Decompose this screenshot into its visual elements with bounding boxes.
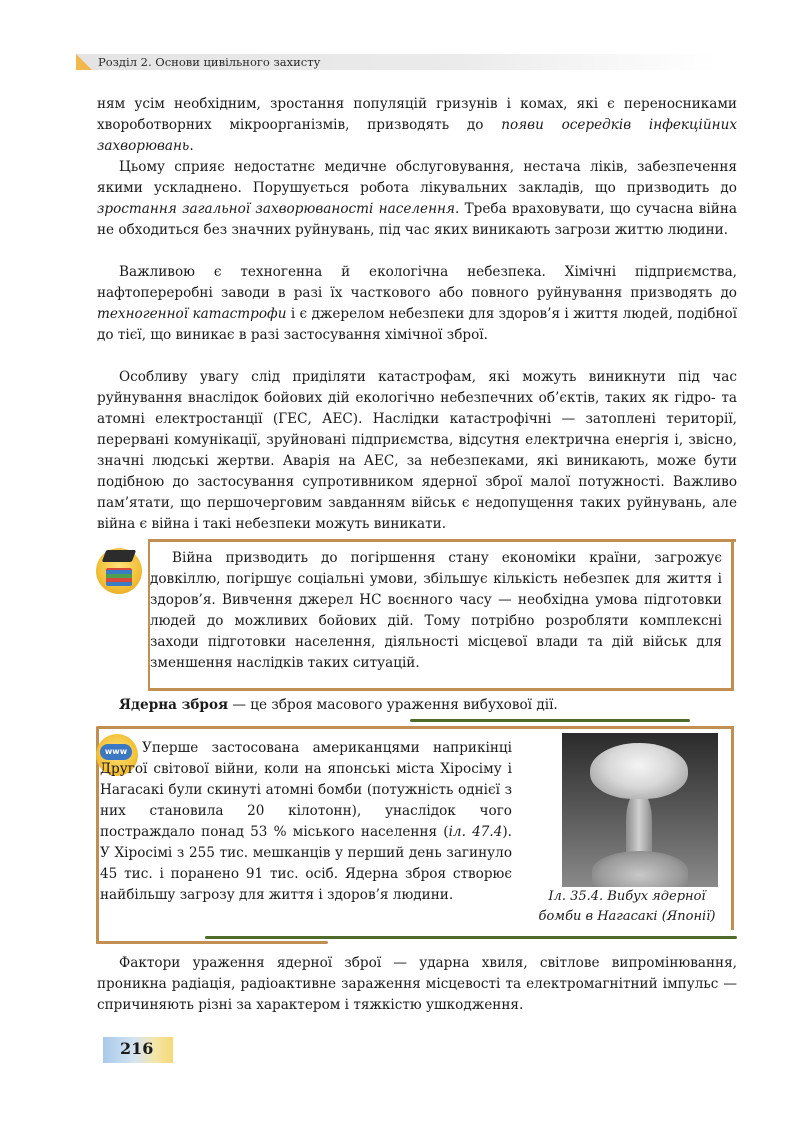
- paragraph-3-emphasis: техногенної катастрофи: [97, 306, 287, 322]
- www-box-bottom-tan-line: [96, 941, 328, 944]
- books-icon: [106, 568, 132, 586]
- paragraph-4: Особливу увагу слід приділяти катастрофам, які можуть виникнути під час руйнування внаслідок бойових дій екологічно небезпечних об’єктів, таких як гідро- та атомні електростанції (ГЕС, АЕС). Наслідки катастрофічні — затоплені території, перервані комунікації, зруйновані підприємства, відсутня електрична енергія і, звісно, значні людські жертви. Аварія на АЕС, за небезпеками, які виникають, може бути подібною до застосування супротивником ядерної зброї малої потужності. Важливо пам’ятати, що першочерговим завданням військ є недопущення таких руйнувань, але війна є війна і такі небезпеки можуть виникати.: [97, 369, 737, 532]
- note-box-text: Війна призводить до погіршення стану економіки країни, загрожує довкіллю, погіршує соціальні умови, збільшує кількість небезпек для життя і здоров’я. Вивчення джерел НС воєнного часу — необхідна умова підготовки людей до можливих бойових дій. Тому потрібно розробляти комплексні заходи підготовки населення, діяльності місцевої влади та дій військ для зменшення наслідків таких ситуацій.: [150, 550, 722, 671]
- nagasaki-explosion-photo: [562, 733, 718, 887]
- page-number: 216: [120, 1039, 154, 1058]
- caption-line-1: Іл. 35.4. Вибух ядерної: [548, 889, 706, 904]
- paragraph-1-text: ням усім необхідним, зростання популяцій гризунів і комах, які є переносниками хвороботворних мікроорганізмів, призводять до: [97, 96, 737, 133]
- www-text-reference: іл. 47.4: [448, 824, 503, 840]
- paragraph-3-text: Важливою є техногенна й екологічна небезпека. Хімічні підприємства, нафтопереробні заводи в разі їх часткового або повного руйнування призводять до: [97, 264, 737, 301]
- paragraph-2-emphasis: зростання загальної захворюваності населення: [97, 201, 455, 217]
- chapter-title: Розділ 2. Основи цивільного захисту: [98, 55, 321, 69]
- www-text-part-1: Уперше застосована американцями наприкінці Другої світової війни, коли на японські міста Хіросіму і Нагасакі були скинуті атомні бомби (потужність однієї з них становила 20 кілотонн), унаслідок чого постраждало понад 53 % міського населення (: [100, 740, 512, 840]
- paragraph-2-text: Цьому сприяє недостатнє медичне обслуговування, нестача ліків, забезпечення якими ускладнено. Порушується робота лікувальних закладів, що призводить до: [97, 159, 737, 196]
- paragraph-5: Фактори ураження ядерної зброї — ударна хвиля, світлове випромінювання, проникна радіація, радіоактивне зараження місцевості та електромагнітний імпульс — спричиняють різні за характером і тяжкістю ушкодження.: [97, 955, 737, 1013]
- paragraph-3-end: і є джерелом небезпеки для здоров’я і життя людей, подібної до тієї, що виникає в разі застосування хімічної зброї.: [97, 306, 737, 343]
- photo-caption: [520, 887, 734, 927]
- mushroom-cloud-base: [592, 851, 688, 887]
- paragraph-1: [97, 94, 737, 157]
- running-header: [76, 54, 716, 70]
- caption-line-2: бомби в Нагасакі (Японії): [538, 909, 716, 924]
- graduation-books-icon: [96, 548, 142, 594]
- www-text-part-2: ). У Хіросімі з 255 тис. мешканців у перший день загинуло 45 тис. і поранено 91 тис. осіб. Ядерна зброя створює найбільшу загрозу для життя і здоров’я людини.: [100, 824, 512, 903]
- mushroom-cloud-cap: [590, 743, 688, 799]
- paragraph-1-end: .: [189, 138, 194, 154]
- paragraph-2: [97, 157, 737, 241]
- definition-text: — це зброя масового ураження вибухової дії.: [228, 697, 558, 713]
- graduation-cap-icon: [102, 550, 136, 562]
- www-box-bottom-green-line: [205, 936, 737, 939]
- definition: [97, 695, 737, 716]
- note-box-top-line: [148, 539, 736, 542]
- www-box-text: [100, 738, 512, 906]
- divider-green-top: [410, 719, 690, 722]
- paragraph-2-end: . Треба враховувати, що сучасна війна не обходиться без значних руйнувань, під час яких виникають загрози життю людини.: [97, 201, 737, 238]
- header-corner-mark: [76, 54, 92, 70]
- definition-term: Ядерна зброя: [119, 697, 229, 713]
- paragraph-1-emphasis: появи осередків інфекційних захворювань: [97, 117, 737, 154]
- paragraph-3: [97, 262, 737, 346]
- www-box-top-line: [96, 726, 734, 729]
- www-badge: www: [100, 744, 132, 760]
